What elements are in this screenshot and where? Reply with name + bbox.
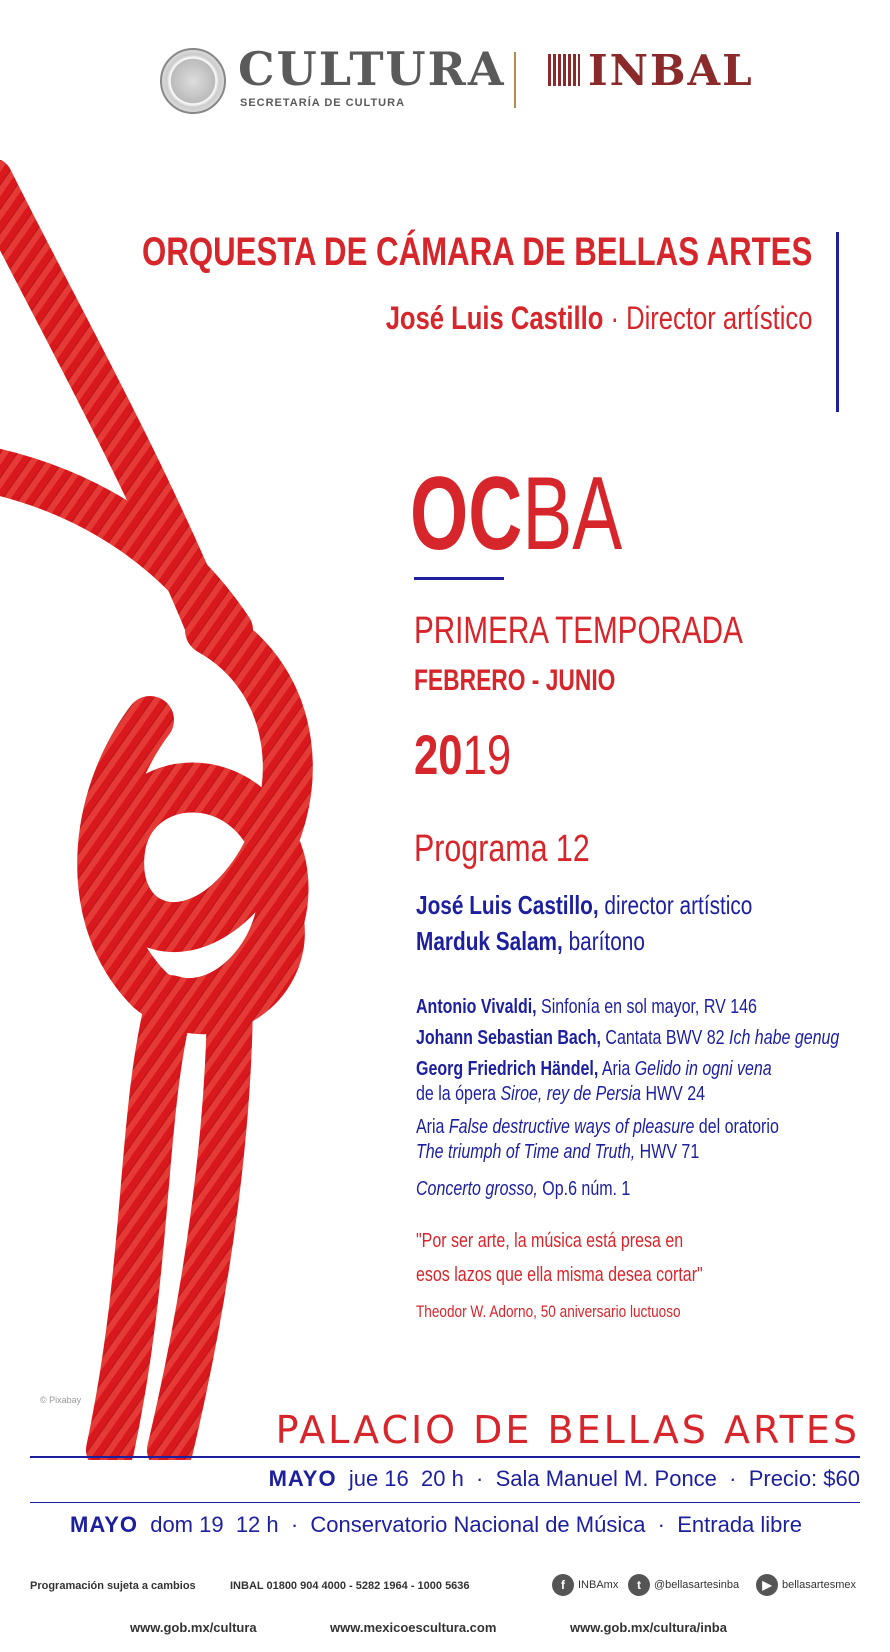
program-title: Programa 12: [414, 828, 590, 870]
url-cultura[interactable]: www.gob.mx/cultura: [130, 1620, 257, 1635]
performer-1-name: José Luis Castillo,: [416, 890, 599, 920]
ocba-underline: [414, 577, 504, 580]
ocba-logo: [410, 456, 623, 572]
facebook-link[interactable]: [552, 1574, 618, 1596]
secretaria-label: SECRETARÍA DE CULTURA: [240, 97, 406, 109]
work-4-line-2: [416, 1141, 699, 1164]
year-light: 19: [462, 723, 512, 786]
director-subtitle: [385, 300, 812, 337]
performer-2-role: barítono: [562, 926, 645, 956]
ocba-bold: OC: [410, 456, 523, 572]
title-vertical-bar: [836, 232, 839, 412]
director-name: José Luis Castillo: [385, 300, 603, 336]
work-5: [416, 1178, 630, 1201]
work-3-composer: Georg Friedrich Händel,: [416, 1058, 599, 1080]
performer-1-role: director artístico: [598, 890, 753, 920]
performer-2-name: Marduk Salam,: [416, 926, 563, 956]
image-credit: © Pixabay: [40, 1395, 82, 1405]
work-1-composer: Antonio Vivaldi,: [416, 996, 537, 1018]
inbal-logo-text: INBAL: [588, 46, 754, 95]
youtube-icon: ▶: [756, 1574, 778, 1596]
footer-phones: INBAL 01800 904 4000 - 5282 1964 - 1000 5636: [230, 1580, 470, 1592]
quote-author: Theodor W. Adorno, 50 aniversario luctuoso: [416, 1302, 681, 1321]
event-1-details: jue 16 20 h · Sala Manuel M. Ponce · Precio: $60: [336, 1466, 860, 1491]
work-2: [416, 1027, 839, 1050]
work-5-text: Op.6 núm. 1: [537, 1178, 631, 1200]
inbal-building-icon: [548, 54, 580, 86]
work-4-text2: del oratorio: [694, 1116, 779, 1138]
facebook-handle: INBAmx: [578, 1578, 619, 1591]
venue-title: PALACIO DE BELLAS ARTES: [275, 1408, 860, 1452]
work-3: [416, 1058, 772, 1081]
work-4b-italic: The triumph of Time and Truth,: [416, 1141, 636, 1163]
event-2: [70, 1512, 802, 1538]
work-3b-text: de la ópera: [416, 1083, 501, 1105]
twitter-link[interactable]: [628, 1574, 739, 1596]
work-3-text: Aria: [598, 1058, 635, 1080]
event-1-month: MAYO: [268, 1466, 337, 1491]
work-2-title: Cantata BWV 82: [600, 1027, 729, 1049]
work-2-composer: Johann Sebastian Bach,: [416, 1027, 601, 1049]
url-inba[interactable]: www.gob.mx/cultura/inba: [570, 1620, 727, 1635]
performer-2: [416, 926, 645, 957]
season-year: [414, 722, 511, 787]
event-rule: [30, 1502, 860, 1503]
quote-line-1: "Por ser arte, la música está presa en: [416, 1230, 684, 1252]
facebook-icon: f: [552, 1574, 574, 1596]
work-4-italic: False destructive ways of pleasure: [448, 1116, 695, 1138]
youtube-link[interactable]: [756, 1574, 856, 1596]
work-4: [416, 1116, 779, 1139]
twitter-handle: @bellasartesinba: [654, 1578, 740, 1591]
cultura-logo-text: CULTURA: [238, 42, 506, 96]
work-1: [416, 996, 757, 1019]
event-2-details: dom 19 12 h · Conservatorio Nacional de Música · Entrada libre: [137, 1512, 802, 1537]
venue-rule: [30, 1456, 860, 1458]
season-months: FEBRERO - JUNIO: [414, 664, 616, 697]
season-name: PRIMERA TEMPORADA: [414, 610, 743, 652]
work-1-title: Sinfonía en sol mayor, RV 146: [536, 996, 757, 1018]
work-4-text: Aria: [416, 1116, 449, 1138]
work-5-italic: Concerto grosso,: [416, 1178, 538, 1200]
twitter-icon: t: [628, 1574, 650, 1596]
footer-notice: Programación sujeta a cambios: [30, 1580, 196, 1592]
header-divider: [514, 52, 516, 108]
event-1: [269, 1466, 860, 1492]
work-3b-text2: HWV 24: [641, 1083, 706, 1105]
work-4b-text: HWV 71: [635, 1141, 700, 1163]
red-rope-knot-image: [0, 160, 350, 1460]
work-3b-italic: Siroe, rey de Persia: [500, 1083, 642, 1105]
event-2-month: MAYO: [70, 1512, 138, 1537]
director-role: · Director artístico: [602, 300, 812, 336]
performer-1: [416, 890, 752, 921]
mexico-seal-logo: [160, 48, 226, 114]
year-bold: 20: [414, 723, 463, 786]
work-3-line-2: [416, 1083, 705, 1106]
orchestra-title: ORQUESTA DE CÁMARA DE BELLAS ARTES: [141, 230, 812, 274]
youtube-handle: bellasartesmex: [782, 1578, 856, 1591]
work-2-italic: Ich habe genug: [729, 1027, 840, 1049]
ocba-light: BA: [522, 456, 623, 572]
work-3-italic: Gelido in ogni vena: [634, 1058, 772, 1080]
url-mexicoescultura[interactable]: www.mexicoescultura.com: [330, 1620, 497, 1635]
quote-line-2: esos lazos que ella misma desea cortar": [416, 1264, 703, 1286]
